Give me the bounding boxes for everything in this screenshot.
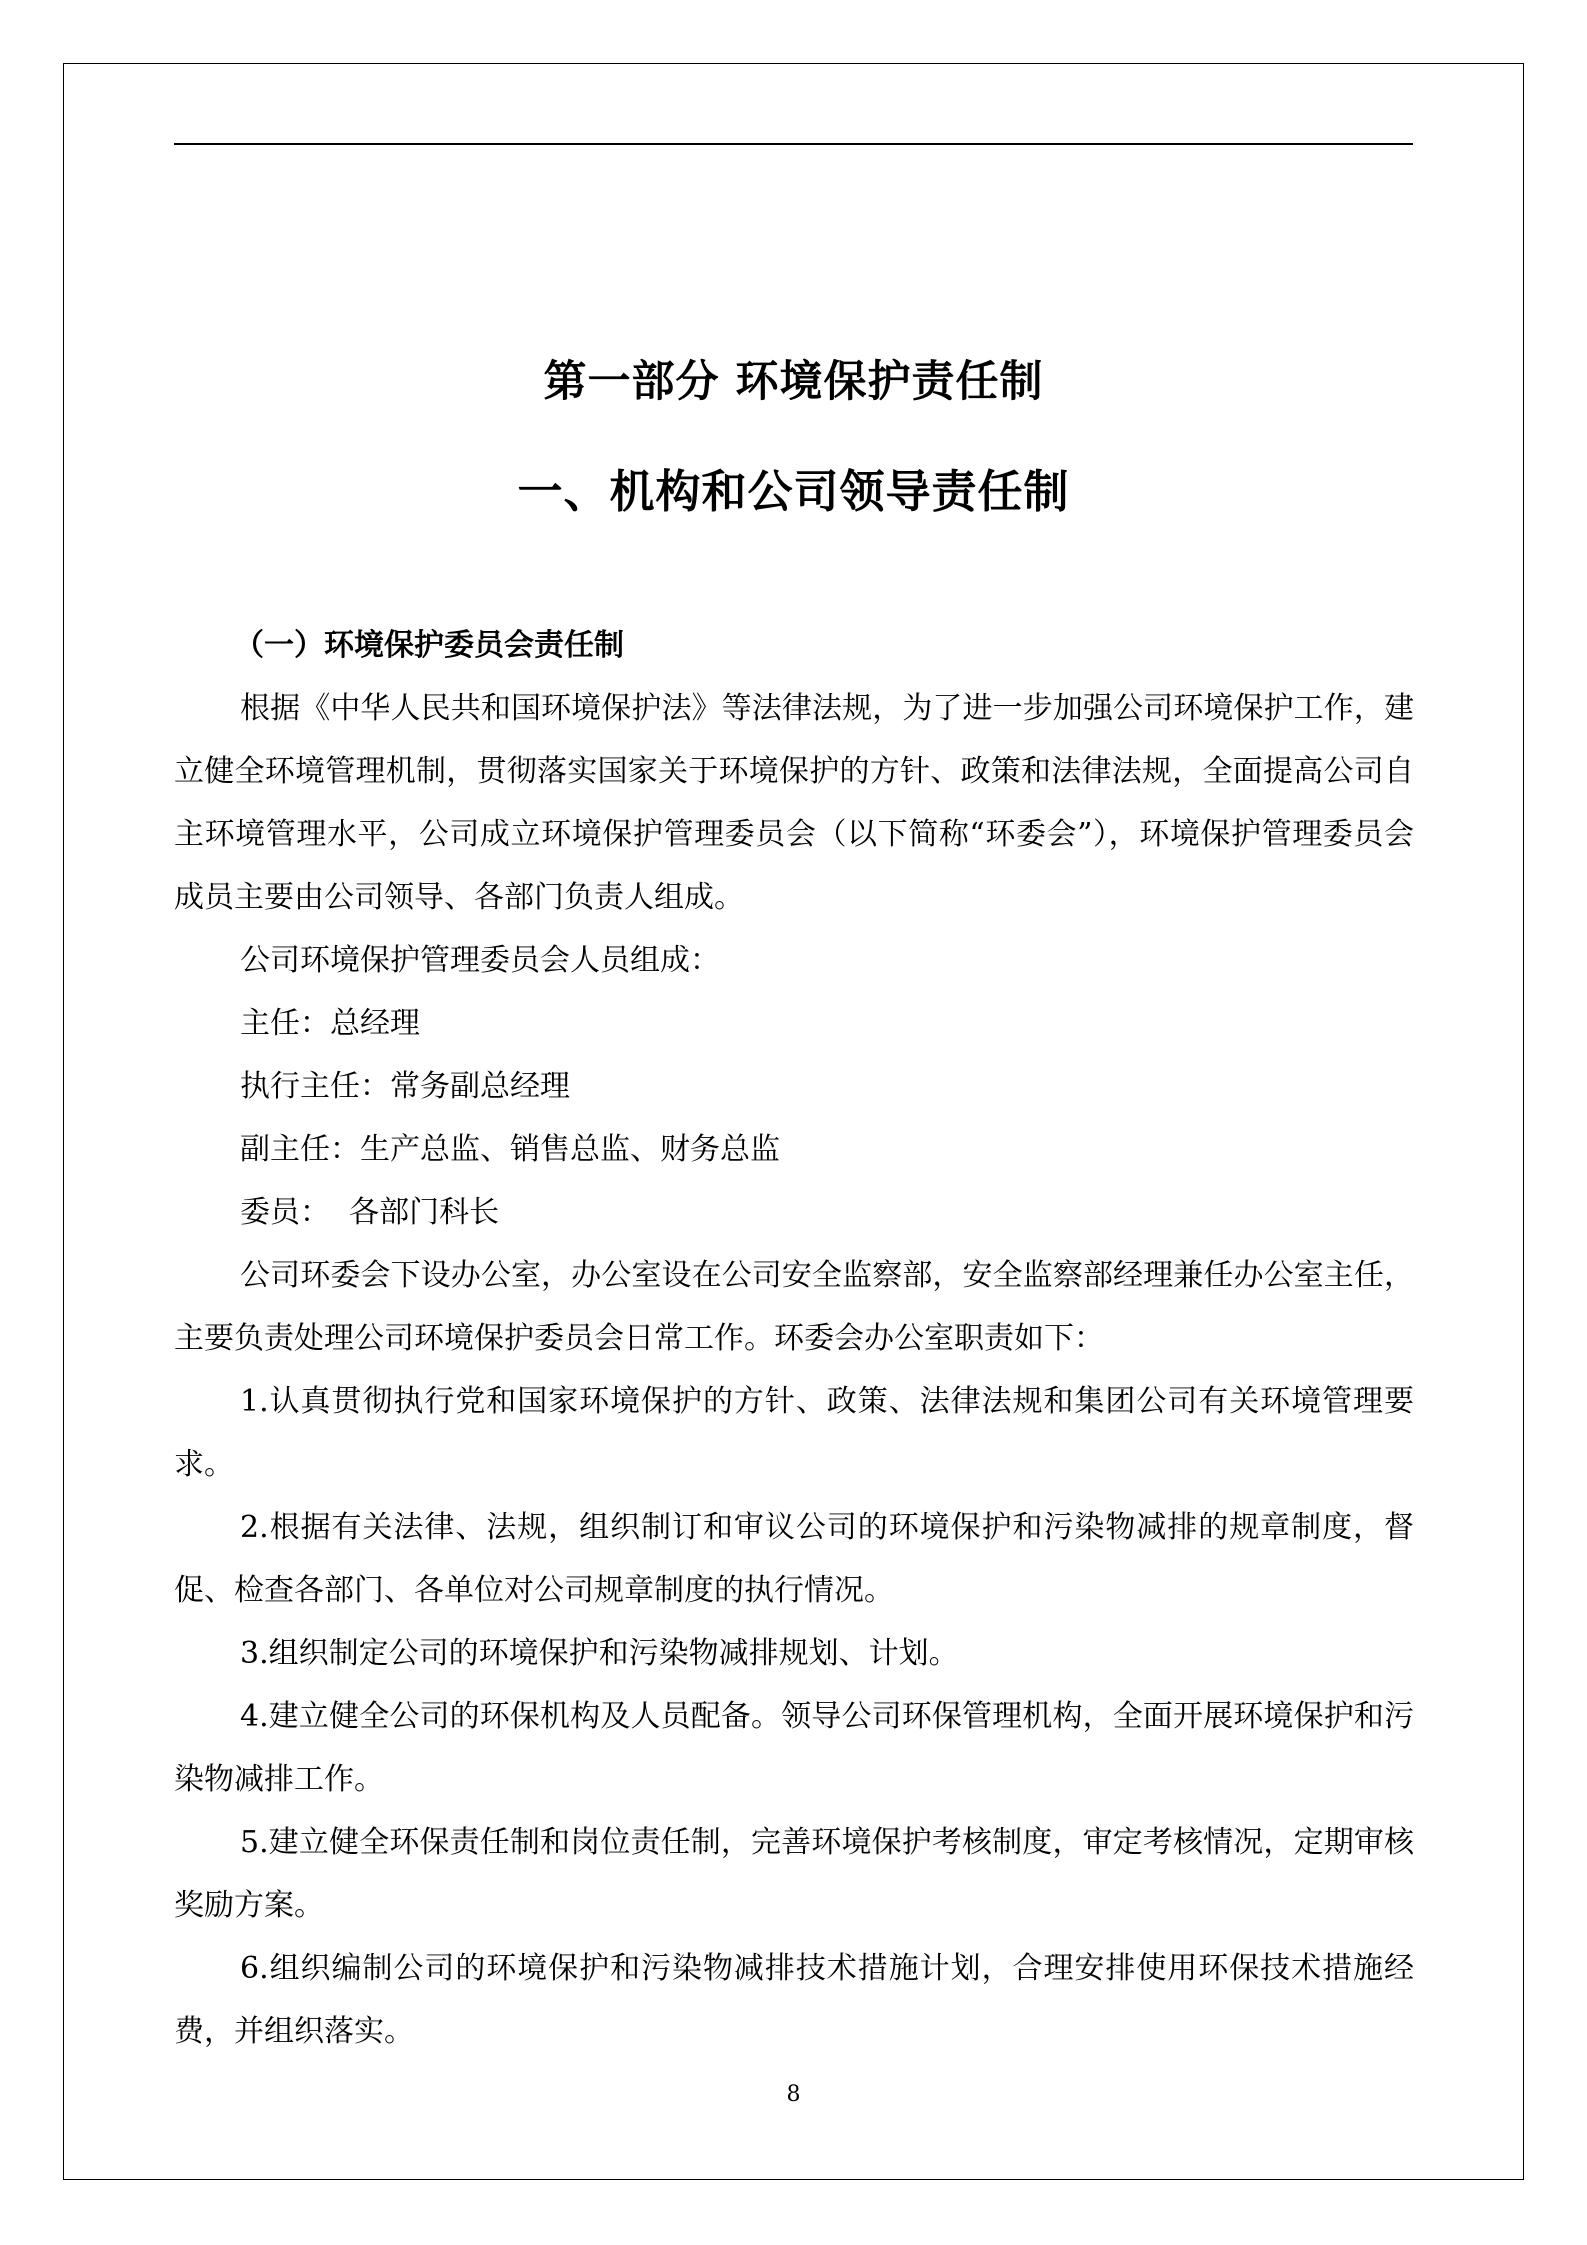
paragraph-committee-members: 委员： 各部门科长 — [240, 1195, 500, 1230]
paragraph-intro: 根据《中华人民共和国环境保护法》等法律法规，为了进一步加强公司环境保护工作，建立健全环境管理机制，贯彻落实国家关于环境保护的方针、政策和法律法规，全面提高公司自主环境管理水平，公司成立环境保护管理委员会（以下简称“环委会”），环境保护管理委员会成员主要由公司领导、各部门负责人组成。 — [174, 691, 1414, 915]
part-title: 第一部分 环境保护责任制 — [543, 357, 1044, 407]
list-item-2: 2.根据有关法律、法规，组织制订和审议公司的环境保护和污染物减排的规章制度，督促、检查各部门、各单位对公司规章制度的执行情况。 — [174, 1510, 1414, 1608]
list-item-5: 5.建立健全环保责任制和岗位责任制，完善环境保护考核制度，审定考核情况，定期审核奖励方案。 — [174, 1825, 1414, 1923]
list-item-1: 1.认真贯彻执行党和国家环境保护的方针、政策、法律法规和集团公司有关环境管理要求。 — [174, 1384, 1414, 1482]
paragraph-director: 主任：总经理 — [240, 1006, 420, 1041]
section-title: （一）环境保护委员会责任制 — [234, 628, 624, 663]
list-item-3: 3.组织制定公司的环境保护和污染物减排规划、计划。 — [240, 1636, 959, 1671]
document-body — [174, 614, 1414, 2063]
paragraph-office: 公司环委会下设办公室，办公室设在公司安全监察部，安全监察部经理兼任办公室主任，主要负责处理公司环境保护委员会日常工作。环委会办公室职责如下： — [174, 1258, 1414, 1356]
paragraph-executive-director: 执行主任：常务副总经理 — [240, 1069, 570, 1104]
list-item-4: 4.建立健全公司的环保机构及人员配备。领导公司环保管理机构，全面开展环境保护和污染物减排工作。 — [174, 1699, 1414, 1797]
list-item-6: 6.组织编制公司的环境保护和污染物减排技术措施计划，合理安排使用环保技术措施经费，并组织落实。 — [174, 1951, 1414, 2049]
paragraph-deputy-directors: 副主任：生产总监、销售总监、财务总监 — [240, 1132, 780, 1167]
page-number: 8 — [786, 2082, 801, 2107]
header-rule — [174, 143, 1413, 145]
chapter-title: 一、机构和公司领导责任制 — [517, 465, 1070, 518]
paragraph-members-heading: 公司环境保护管理委员会人员组成： — [240, 943, 720, 978]
